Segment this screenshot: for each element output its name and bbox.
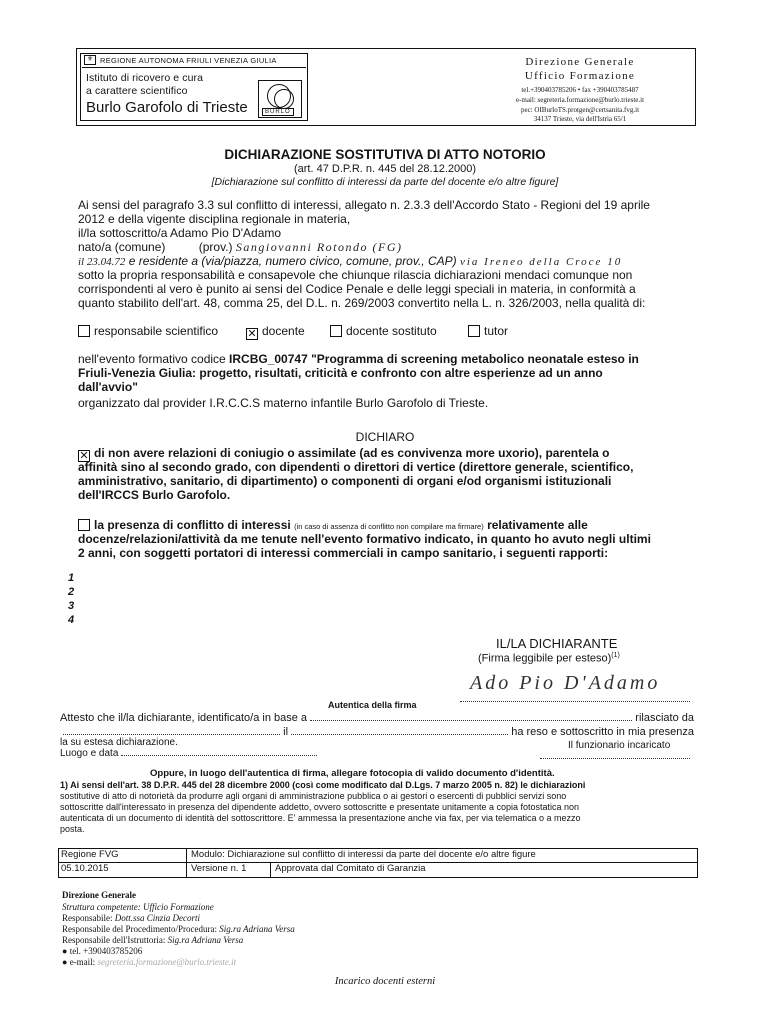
checkbox-no-relations[interactable]: ✕ (79, 450, 89, 462)
table-cell: Versione n. 1 (187, 863, 271, 877)
residence-label: e residente a (via/piazza, numero civico, comune, prov., CAP) (128, 254, 457, 268)
dichiaro-heading: DICHIARO (355, 430, 415, 444)
birthplace-label (78, 240, 403, 254)
event-line2: Friuli-Venezia Giulia: progetto, risultati, criticità e confronto con altre esperienze ad un anno (78, 366, 603, 380)
phone-icon: ● (62, 946, 68, 956)
declarant-name-line: il/la sottoscritto/a Adamo Pio D'Adamo (78, 226, 282, 240)
note-line3: sottoscritte dall'interessato in presenza del dipendente addetto, ovvero sottoscritte e presentate unitamente a copia fotostatica non (60, 802, 580, 812)
declaration1-line2: affinità sino al secondo grado, con dipendenti o direttori di vertice (direttore generale, scientifico, (78, 460, 634, 474)
note-line4: autenticata di un documento di identità del sottoscrittore. E' ammessa la presentazione anche via fax, per via telematica o a mezzo (60, 813, 581, 823)
option-label: docente (262, 324, 305, 338)
funzionario-label: Il funzionario incaricato (568, 740, 671, 751)
table-cell: 05.10.2015 (59, 863, 187, 877)
institute-line1: Istituto di ricovero e cura (86, 72, 204, 84)
intro-line2: 2012 e della vigente disciplina regionale in materia, (78, 212, 351, 226)
list-item: 3 (68, 600, 75, 612)
autentica-heading: Autentica della firma (328, 700, 417, 710)
footer-direzione: Direzione Generale (62, 890, 137, 900)
event-line1 (78, 352, 718, 366)
option-docente-sostituto[interactable] (330, 324, 437, 338)
burlo-logo-icon (258, 80, 302, 118)
list-item: 4 (68, 614, 75, 626)
provider-line: organizzato dal provider I.R.C.C.S materno infantile Burlo Garofolo di Trieste. (78, 396, 489, 410)
checkbox-responsabile-scientifico[interactable] (78, 325, 90, 337)
header-pec: pec: OIBurloTS.protgen@certsanita.fvg.it (520, 106, 640, 114)
declaration1-line3: amministrativo, sanitario, di dipartimento) o componenti di organi e/od organismi istituzionali (78, 474, 612, 488)
table-row (59, 863, 697, 877)
list-item: 2 (68, 586, 75, 598)
declaration1-line4: dell'IRCCS Burlo Garofolo. (78, 488, 231, 502)
document-title: DICHIARAZIONE SOSTITUTIVA DI ATTO NOTORIO (224, 147, 546, 162)
autentica-line1: Attesto che il/la dichiarante, identificato/a in base a rilasciato da (60, 712, 694, 724)
responsibility-line3: quanto stabilito dell'art. 48, comma 25, del D.L. n. 269/2003 convertito nella L. n. 326/2003, nella qualità di: (78, 296, 646, 310)
header-email: e-mail: segreteria.formazione@burlo.trieste.it (515, 96, 645, 104)
residence-handwritten: via Ireneo della Croce 10 (459, 256, 623, 268)
signature-title: IL/LA DICHIARANTE (496, 636, 618, 651)
footer-struttura: Struttura competente: Ufficio Formazione (62, 902, 214, 912)
table-cell: Regione FVG (59, 849, 187, 862)
footer-istruttoria: Responsabile dell'Istruttoria: Sig.ra Adriana Versa (62, 935, 244, 945)
footer-responsabile: Responsabile: Dott.ssa Cinzia Decorti (62, 913, 201, 923)
checkbox-docente-sostituto[interactable] (330, 325, 342, 337)
list-item: 1 (68, 572, 75, 584)
note-line2: sostitutive di atto di notorietà da produrre agli organi di amministrazione pubblica o ai gestori o esercenti di pubblici servizi sono (60, 791, 567, 801)
declaration2-note: (in caso di assenza di conflitto non compilare ma firmare) (294, 522, 484, 531)
header-address: 34137 Trieste, via dell'Istria 65/1 (533, 115, 627, 123)
funzionario-sign-line (540, 758, 690, 759)
table-cell: Modulo: Dichiarazione sul conflitto di interessi da parte del docente e/o altre figure (191, 849, 536, 860)
note-line5: posta. (60, 824, 85, 834)
region-emblem-icon: ⚜ (84, 55, 96, 65)
responsibility-line1: sotto la propria responsabilità e consapevole che chiunque rilascia dichiarazioni mendaci comunque non (78, 268, 633, 282)
signature-line (460, 701, 690, 702)
institute-line2: a carattere scientifico (86, 85, 188, 97)
event-line3: dall'avvio" (78, 380, 138, 394)
event-code-title: IRCBG_00747 "Programma di screening metabolico neonatale esteso in (229, 352, 639, 366)
note-heading: Oppure, in luogo dell'autentica di firma, allegare fotocopia di valido documento d'identità. (150, 768, 555, 779)
declaration2-line3: 2 anni, con soggetti portatori di interessi commerciali in campo sanitario, i seguenti rapporti: (78, 546, 609, 560)
footer-bottom-label: Incarico docenti esterni (334, 976, 436, 987)
checkbox-tutor[interactable] (468, 325, 480, 337)
event-prefix: nell'evento formativo codice (78, 352, 226, 366)
autentica-line3: la su estesa dichiarazione. (60, 737, 178, 748)
direzione-generale: Direzione Generale (525, 56, 635, 68)
footer-procedimento: Responsabile del Procedimento/Procedura: Sig.ra Adriana Versa (62, 924, 295, 934)
declaration2-line2: docenze/relazioni/attività da me tenute nell'evento formativo indicato, in quanto ho avuto negli ultimi (78, 532, 651, 546)
declaration2-pre: la presenza di conflitto di interessi (94, 518, 291, 532)
checkbox-conflict[interactable] (78, 519, 90, 531)
intro-line1: Ai sensi del paragrafo 3.3 sul conflitto di interessi, allegato n. 2.3.3 dell'Accordo Stato - Regioni del 19 aprile (78, 198, 650, 212)
institute-name: Burlo Garofolo di Trieste (86, 99, 248, 116)
title-reference: (art. 47 D.P.R. n. 445 del 28.12.2000) (293, 163, 477, 175)
ufficio-formazione: Ufficio Formazione (524, 70, 636, 82)
signature-subtitle: (Firma leggibile per esteso)$^{(1)}$ (478, 652, 620, 665)
birthplace-prov-label: (prov.) (198, 240, 233, 254)
handwritten-signature: Ado Pio D'Adamo (470, 672, 661, 694)
header-tel: tel.+390403785206 • fax +390403785487 (521, 86, 639, 94)
option-label: docente sostituto (346, 324, 437, 338)
birthdate-handwritten: il 23.04.72 (78, 256, 126, 268)
checkbox-docente[interactable]: ✕ (247, 328, 257, 340)
email-icon: ● (62, 957, 68, 967)
table-row (59, 849, 697, 863)
responsibility-line2: corrispondenti al vero è punito ai sensi del Codice Penale e delle leggi speciali in materia, in conformità a (78, 282, 636, 296)
logo-text: BURLO (262, 108, 294, 116)
declaration1-line1: di non avere relazioni di coniugio o assimilate (ad es convivenza more uxorio), parentela o (94, 446, 610, 460)
birthplace-handwritten: Sangiovanni Rotondo (FG) (235, 240, 403, 254)
birthplace-comune-label: nato/a (comune) (78, 240, 166, 254)
option-docente[interactable] (246, 324, 305, 340)
autentica-line2: il ha reso e sottoscritto in mia presenza (60, 726, 694, 738)
option-label: tutor (484, 324, 509, 338)
option-label: responsabile scientifico (94, 324, 219, 338)
region-strip: REGIONE AUTONOMA FRIULI VENEZIA GIULIA (82, 55, 306, 68)
declaration2-post: relativamente alle (487, 518, 588, 532)
footer-email: ● e-mail: segreteria.formazione@burlo.trieste.it (62, 957, 237, 967)
footer-tel: ● tel. +390403785206 (62, 946, 143, 956)
title-subtitle: [Dichiarazione sul conflitto di interessi da parte del docente e/o altre figure] (211, 176, 559, 188)
option-tutor[interactable] (468, 324, 508, 338)
option-responsabile-scientifico[interactable] (78, 324, 218, 338)
note-line1: 1) Ai sensi dell'art. 38 D.P.R. 445 del 28 dicembre 2000 (così come modificato dal D.Lgs. 7 marzo 2005 n. 82) le dichiarazioni (60, 780, 586, 790)
version-table (58, 848, 698, 878)
residence-line (78, 254, 738, 269)
table-cell: Approvata dal Comitato di Garanzia (275, 863, 426, 874)
luogo-data-line: Luogo e data (60, 748, 320, 759)
